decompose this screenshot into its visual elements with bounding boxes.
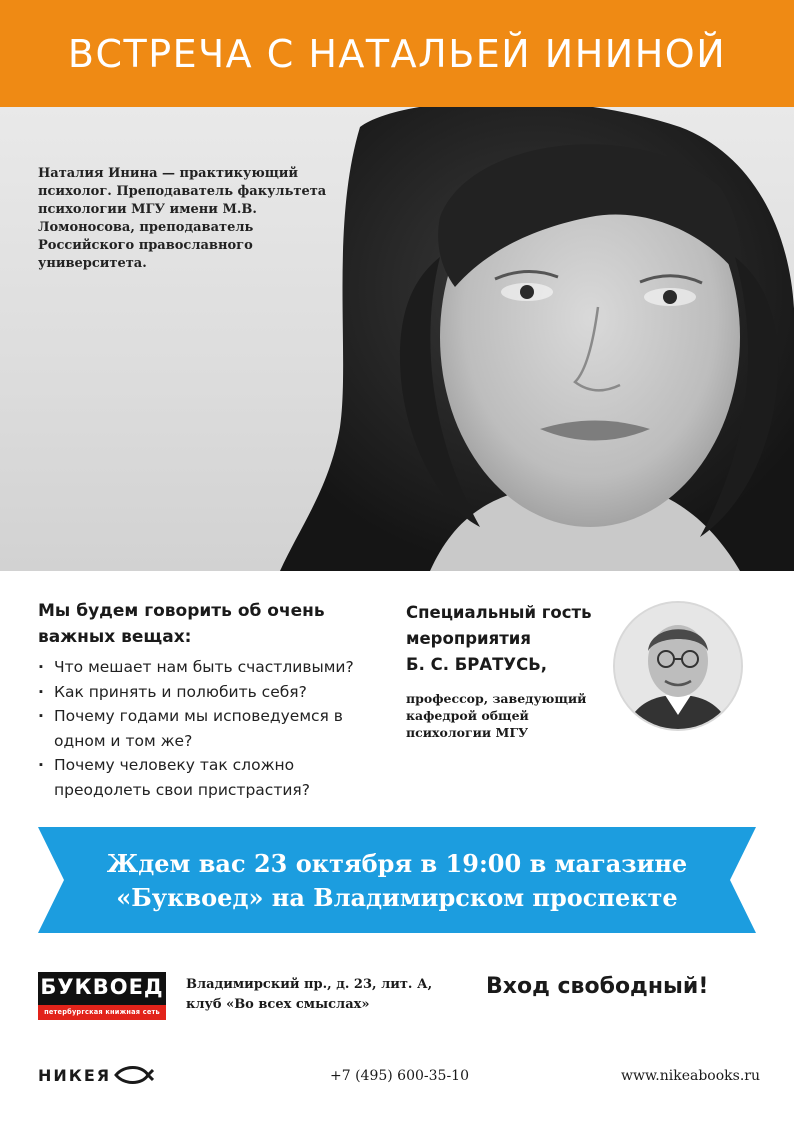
publisher-website[interactable]: www.nikeabooks.ru <box>621 1068 760 1084</box>
topics-heading: Мы будем говорить об очень важных вещах: <box>38 601 325 647</box>
event-banner <box>0 827 794 933</box>
bukvoed-logo-tagline: петербургская книжная сеть <box>38 1005 166 1020</box>
special-guest-name: Б. С. БРАТУСЬ, <box>406 655 548 674</box>
topics-list <box>38 655 388 802</box>
fish-icon <box>114 1065 154 1085</box>
publisher-logo <box>38 1063 154 1087</box>
free-entry-notice: Вход свободный! <box>486 974 709 999</box>
page-title: ВСТРЕЧА С НАТАЛЬЕЙ ИНИНОЙ <box>67 31 727 76</box>
special-guest-label: Специальный гость мероприятия <box>406 603 592 648</box>
publisher-name: НИКЕЯ <box>38 1065 112 1085</box>
list-item: · Как принять и полюбить себя? <box>38 680 388 705</box>
page-title-header <box>0 0 794 107</box>
contact-phone: +7 (495) 600-35-10 <box>330 1068 469 1084</box>
list-item: · Почему годами мы исповедуемся в одном и том же? <box>38 704 388 753</box>
guest-avatar <box>613 601 743 731</box>
event-date-text: Ждем вас 23 октября в 19:00 в магазине «Буквоед» на Владимирском проспекте <box>106 849 688 912</box>
special-guest-role: профессор, заведующий кафедрой общей психологии МГУ <box>406 691 587 740</box>
guest-portrait-image <box>615 603 741 729</box>
bukvoed-logo <box>38 972 166 1020</box>
speaker-bio: Наталия Инина — практикующий психолог. Преподаватель факультета психологии МГУ имени М.В. Ломоносова, преподаватель Российского православного университета. <box>38 166 327 271</box>
list-item: · Что мешает нам быть счастливыми? <box>38 655 388 680</box>
list-item: · Почему человеку так сложно преодолеть свои пристрастия? <box>38 753 388 802</box>
bukvoed-logo-name: БУКВОЕД <box>40 975 164 999</box>
store-address: Владимирский пр., д. 23, лит. А, клуб «Во всех смыслах» <box>186 977 433 1012</box>
special-guest-heading <box>406 600 616 678</box>
